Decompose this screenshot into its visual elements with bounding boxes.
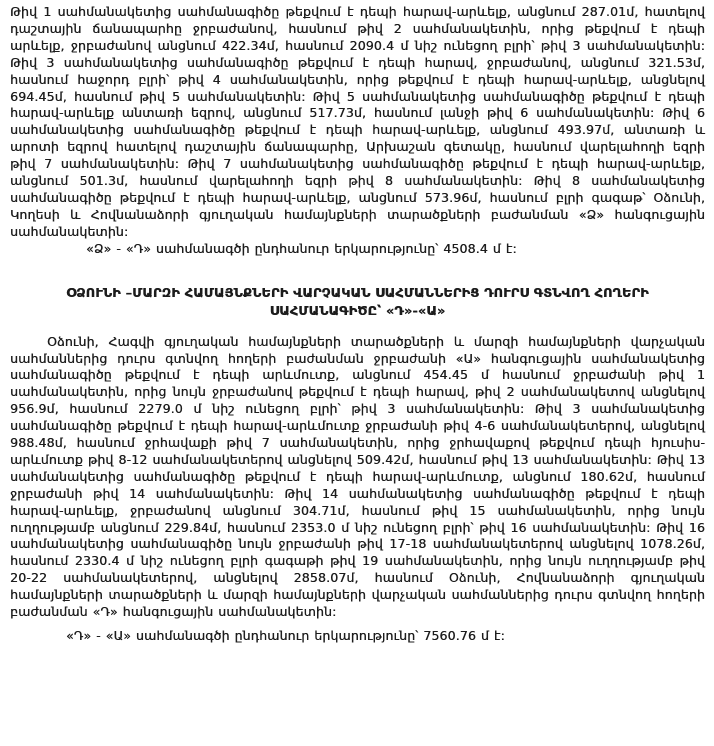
- section-heading-line-1: ՕՁՈՒՆԻ –ՄԱՐԶԻ ՀԱՄԱՅՆՔՆԵՐԻ ՎԱՐՉԱԿԱՆ ՍԱՀՄԱՆՆԵՐԻՑ ԴՈՒՐՍ ԳՏՆՎՈՂ ՀՈՂԵՐԻ: [66, 285, 649, 301]
- boundary-length-summary-2: «Դ» - «Ա» սահմանագծի ընդհանուր երկարությունը՝ 7560.76 մ է:: [66, 628, 505, 643]
- boundary-length-summary-1: «Ձ» - «Դ» սահմանագծի ընդհանուր երկարությունը՝ 4508.4 մ է:: [86, 240, 517, 256]
- boundary-description-paragraph-1: Թիվ 1 սահմանակետից սահմանագիծը թեքվում է դեպի հարավ-արևելք, անցնում 287.01մ, հատելով դաշտային ճանապարհը ջրբաժանով, հասնում թիվ 2 սահմանակետին, որից թեքվում է դեպի արևելք, ջրբաժանով անցնում 422.34մ, հասնում 2090.4 մ նիշ ունեցող բլրի՝ թիվ 3 սահմանակետին: Թիվ 3 սահմանակետից սահմանագիծը թեքվում է դեպի հարավ, ջրբաժանով, անցնում 321.53մ, հասնում հաջորդ բլրի՝ թիվ 4 սահմանակետին, որից թեքվում է դեպի հարավ-արևելք, անցնելով 694.45մ, հասնում թիվ 5 սահմանակետին: Թիվ 5 սահմանակետից սահմանագիծը թեքվում է դեպի հարավ-արևելք անտառի եզրով, անցնում 517.73մ, հասնում լանջի թիվ 6 սահմանակետին: Թիվ 6 սահմանակետից սահմանագիծը թեքվում է դեպի հարավ-արևելք, անցնում 493.97մ, անտառի և արոտի եզրով հատելով դաշտային ճանապարհը, Արխաշան գետակը, հասնում վարելահողի եզրի թիվ 7 սահմանակետին: Թիվ 7 սահմանակետից սահմանագիծը թեքվում է դեպի հարավ-արևելք, անցնում 501.3մ, հասնում վարելահողի եզրի թիվ 8 սահմանակետին: Թիվ 8 սահմանակետից սահմանագիծը թեքվում է դեպի հարավ-արևելք, անցնում 573.96մ, հասնում բլրի գագաթ՝ Օձունի, Կողեսի և Հովնանաձորի գյուղական համայնքների տարածքների բաժանման «Ձ» հանգուցային սահմանակետին:: [10, 4, 705, 239]
- boundary-description-paragraph-2: Օձունի, Հագվի գյուղական համայնքների տարածքների և մարզի համայնքների վարչական սահմաններից դուրս գտնվող հողերի բաժանման ջրբաժանի «Ա» հանգուցային սահմանակետից սահմանագիծը թեքվում է դեպի արևմուտք, անցնում 454.45 մ հասնում ջրբաժանի թիվ 1 սահմանակետին, որից նույն ջրբաժանով թեքվում է դեպի հարավ, թիվ 2 սահմանակետով անցնելով 956.9մ, հասնում 2279.0 մ նիշ ունեցող բլրի՝ թիվ 3 սահմանակետին: Թիվ 3 սահմանակետից սահմանագիծը թեքվում է դեպի հարավ-արևմուտք ջրբաժանի թիվ 4-6 սահմանակետերով, անցնելով 988.48մ, հասնում ջրհավաքի թիվ 7 սահմանակետին, որից ջրհավաքով թեքվում դեպի հյուսիս-արևմուտք թիվ 8-12 սահմանակետերով անցնելով 509.42մ, հասնում թիվ 13 սահմանակետին: Թիվ 13 սահմանակետից սահմանագիծը թեքվում է դեպի հարավ-արևմուտք, անցնում 180.62մ, հասնում ջրբաժանի թիվ 14 սահմանակետին: Թիվ 14 սահմանակետից սահմանագիծը թեքվում է դեպի հարավ-արևելք, ջրբաժանով անցնում 304.71մ, հասնում թիվ 15 սահմանակետին, որից նույն ուղղությամբ անցնում 229.84մ, հասնում 2353.0 մ նիշ ունեցող բլրի՝ թիվ 16 սահմանակետին: Թիվ 16 սահմանակետից սահմանագիծը նույն ջրբաժանի թիվ 17-18 սահմանակետերով անցնելով 1078.26մ, հասնում 2330.4 մ նիշ ունեցող բլրի գագաթի թիվ 19 սահմանակետին, որից նույն ուղղությամբ թիվ 20-22 սահմանակետերով, անցնելով 2858.07մ, հասնում Օձունի, Հովնանաձորի գյուղական համայնքների տարածքների և մարզի համայնքների վարչական սահմաններից դուրս գտնվող հողերի բաժանման «Դ» հանգուցային սահմանակետին:: [10, 333, 705, 620]
- section-heading: [10, 285, 705, 321]
- section-heading-line-2: ՍԱՀՄԱՆԱԳԻԾԸ՝ «Դ»-«Ա»: [269, 303, 446, 319]
